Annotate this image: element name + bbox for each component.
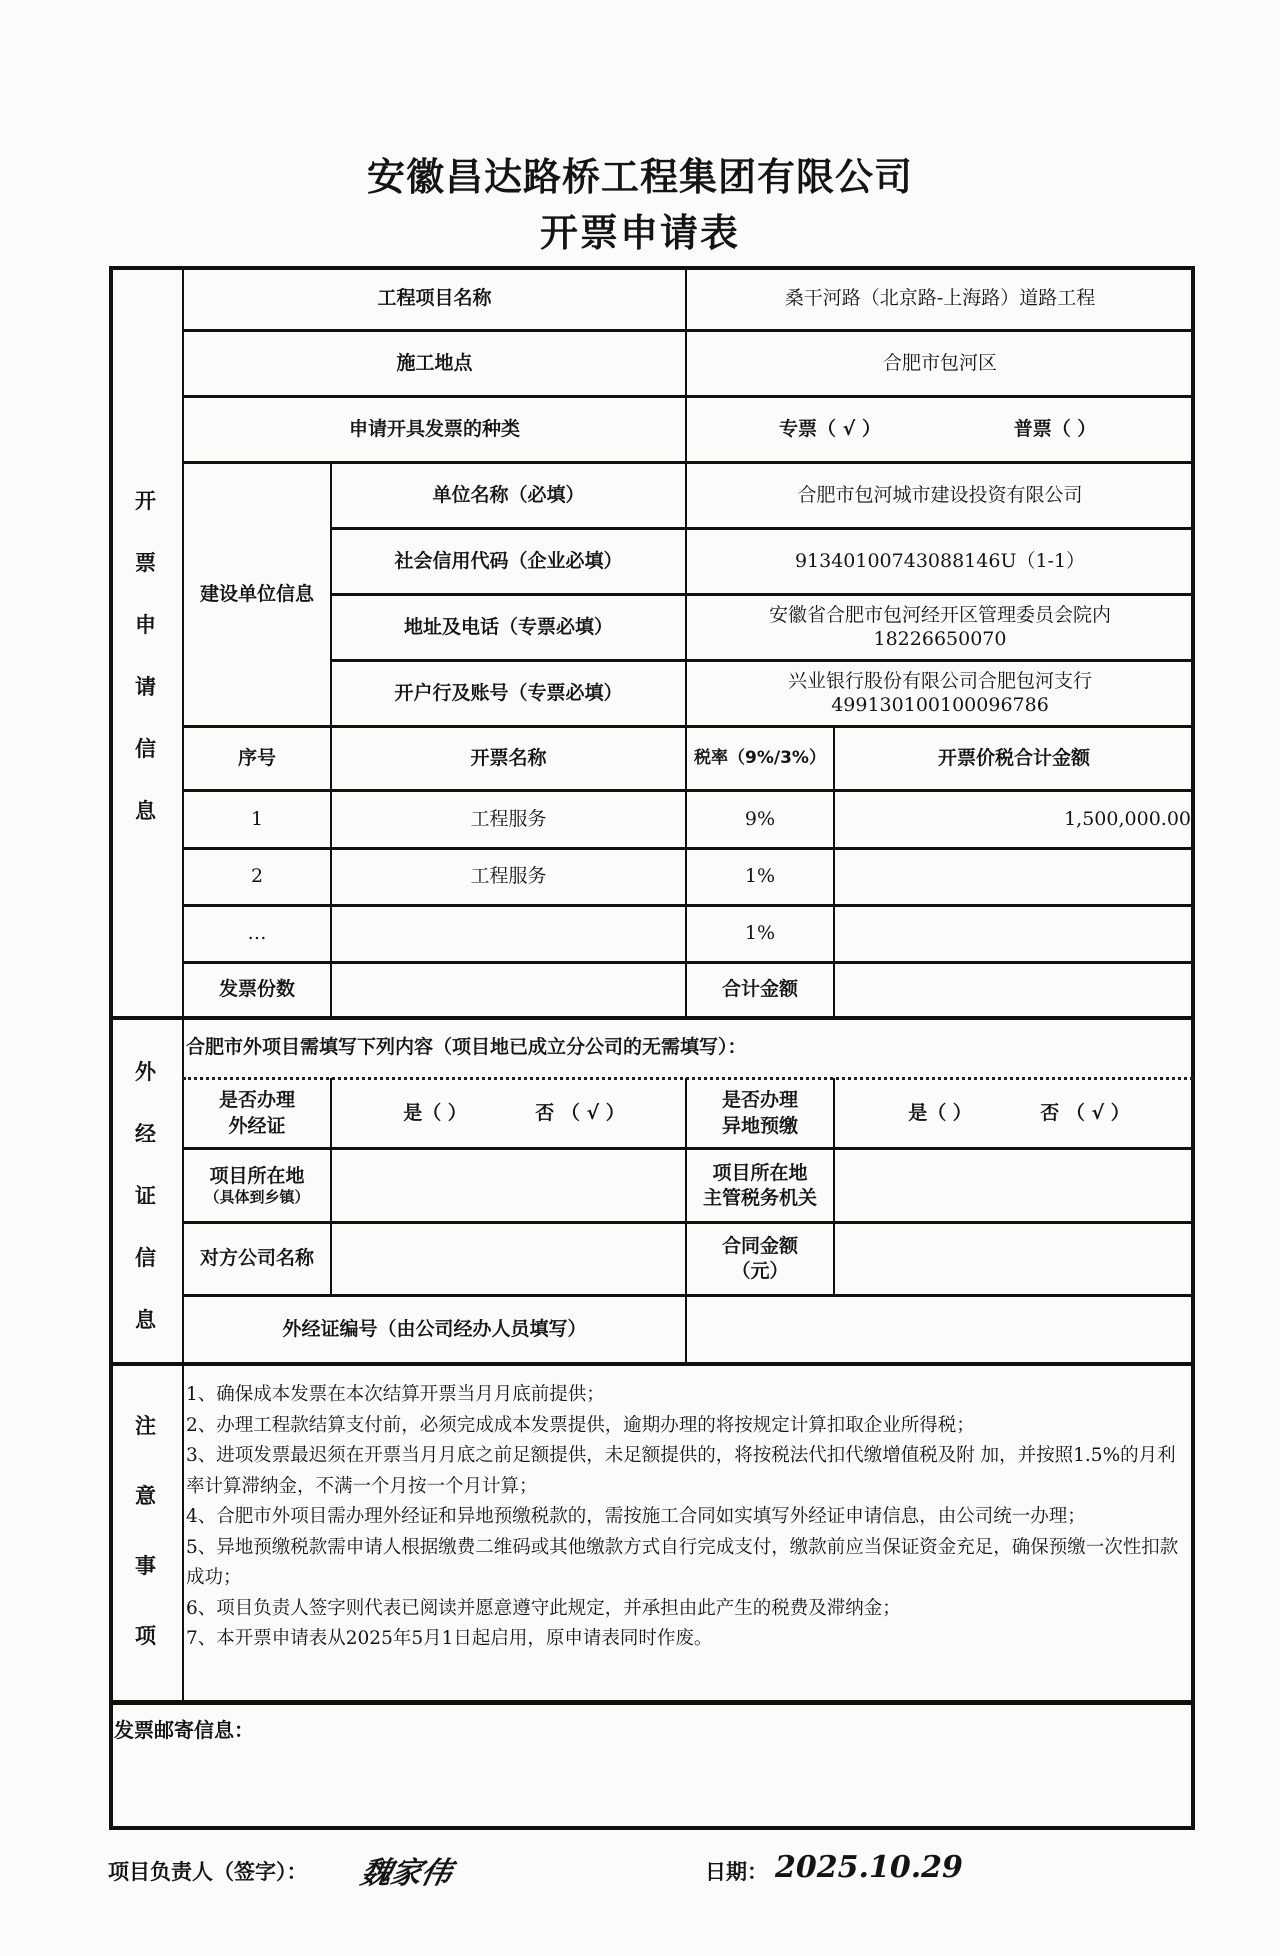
invoice-type-special-option[interactable]: 专票（ √ ） [779, 417, 881, 440]
bank-account-label: 开户行及账号（专票必填） [394, 681, 623, 704]
side-char: 票 [135, 551, 156, 575]
prepay-no-option[interactable]: 否 （ √ ） [1040, 1101, 1130, 1124]
tax-office-input[interactable] [835, 1150, 1193, 1221]
bank-name-line: 兴业银行股份有限公司合肥包河支行 [787, 669, 1092, 692]
external-cert-no-option[interactable]: 否 （ √ ） [535, 1101, 625, 1124]
external-cert-label [184, 1080, 330, 1147]
label-line: 合同金额 [721, 1235, 798, 1258]
label-line: 外经证 [228, 1114, 286, 1137]
side-char: 息 [135, 799, 156, 823]
signer-label: 项目负责人（签字）： [108, 1860, 308, 1884]
item-seq: 1 [250, 807, 264, 830]
mailing-info-label: 发票邮寄信息： [114, 1718, 254, 1742]
builder-name-value[interactable] [687, 464, 1193, 527]
company-title: 安徽昌达路桥工程集团有限公司 [366, 155, 913, 199]
note-item: 6、项目负责人签字则代表已阅读并愿意遵守此规定，并承担由此产生的税费及滞纳金； [186, 1597, 901, 1619]
item-rate[interactable]: 1% [744, 865, 776, 888]
col-header-amount: 开票价税合计金额 [937, 746, 1090, 769]
col-header-seq: 序号 [237, 746, 276, 769]
side-char: 外 [135, 1060, 156, 1084]
label-line: 项目所在地 [209, 1165, 305, 1188]
side-char: 信 [135, 737, 156, 761]
side-char: 申 [135, 613, 156, 637]
side-char: 项 [135, 1624, 156, 1648]
credit-code-label: 社会信用代码（企业必填） [394, 549, 623, 572]
project-location-input[interactable] [332, 1150, 685, 1221]
project-location-label [184, 1150, 330, 1221]
project-name-label: 工程项目名称 [377, 287, 492, 310]
note-item: 2、办理工程款结算支付前，必须完成成本发票提供，逾期办理的将按规定计算扣取企业所得税； [186, 1414, 975, 1436]
label-line: 项目所在地 [712, 1161, 808, 1184]
side-char: 信 [135, 1246, 156, 1270]
external-cert-yes-option[interactable]: 是（ ） [403, 1101, 467, 1124]
col-header-rate: 税率（9%/3%） [694, 748, 826, 769]
label-line: 是否办理 [218, 1088, 295, 1111]
phone-line: 18226650070 [873, 627, 1007, 650]
mailing-info-input[interactable] [114, 1745, 1189, 1825]
side-char: 证 [135, 1184, 156, 1208]
side-char: 息 [135, 1308, 156, 1332]
form-title: 开票申请表 [539, 211, 740, 255]
date-value: 2025.10.29 [775, 1850, 963, 1885]
invoice-type-general-option[interactable]: 普票（ ） [1013, 417, 1097, 440]
item-seq: … [247, 922, 267, 945]
total-value[interactable] [835, 964, 1193, 1016]
note-item: 1、确保成本发票在本次结算开票当月月底前提供； [186, 1384, 605, 1405]
tax-office-label [687, 1150, 833, 1221]
notes-list [186, 1380, 1189, 1655]
label-line: 异地预缴 [721, 1114, 798, 1137]
item-seq: 2 [250, 865, 264, 888]
item-rate[interactable]: 1% [744, 922, 776, 945]
item-name[interactable]: 工程服务 [470, 865, 547, 888]
side-char: 请 [135, 675, 156, 699]
label-subline: （具体到乡镇） [204, 1187, 310, 1206]
contract-amount-input[interactable] [835, 1224, 1193, 1294]
project-name-value[interactable]: 桑干河路（北京路-上海路）道路工程 [784, 287, 1096, 310]
note-item: 4、合肥市外项目需办理外经证和异地预缴税款的，需按施工合同如实填写外经证申请信息，由公司统一办理； [186, 1506, 1086, 1527]
note-item: 7、本开票申请表从2025年5月1日起启用，原申请表同时作废。 [186, 1628, 713, 1649]
total-label: 合计金额 [721, 978, 798, 1001]
date-label: 日期： [705, 1860, 768, 1884]
contract-amount-label [687, 1224, 833, 1294]
address-phone-label: 地址及电话（专票必填） [403, 615, 613, 638]
label-line: （元） [731, 1260, 789, 1282]
counterparty-input[interactable] [332, 1224, 685, 1294]
section-external-side-label [109, 1040, 182, 1350]
label-line: 主管税务机关 [702, 1186, 817, 1209]
bank-account-value[interactable] [687, 662, 1193, 725]
credit-code-value-line: 91340100743088146U（1-1） [794, 549, 1086, 572]
section-notes-side-label [109, 1395, 182, 1665]
builder-info-group-label: 建设单位信息 [199, 582, 314, 605]
notes-bottom-line [109, 1700, 1195, 1705]
note-item: 3、进项发票最迟须在开票当月月底之前足额提供，未足额提供的，将按税法代扣代缴增值税及附 加，并按照1.5%的月利率计算滞纳金，不满一个月按一个月计算； [186, 1445, 1176, 1497]
address-line: 安徽省合肥市包河经开区管理委员会院内 [768, 603, 1111, 626]
item-name[interactable] [332, 907, 685, 961]
copies-value[interactable] [332, 964, 685, 1016]
side-char: 注 [135, 1414, 156, 1438]
builder-name-label: 单位名称（必填） [432, 483, 585, 506]
account-number-line: 499130100100096786 [831, 693, 1049, 716]
external-instruction: 合肥市外项目需填写下列内容（项目地已成立分公司的无需填写）： [186, 1036, 747, 1059]
site-value[interactable]: 合肥市包河区 [882, 351, 997, 374]
cert-number-label: 外经证编号（由公司经办人员填写） [282, 1317, 587, 1340]
side-char: 开 [135, 489, 156, 513]
side-char: 意 [135, 1484, 156, 1508]
item-amount[interactable] [835, 850, 1193, 904]
label-line: 是否办理 [721, 1088, 798, 1111]
note-item: 5、异地预缴税款需申请人根据缴费二维码或其他缴款方式自行完成支付，缴款前应当保证资金充足，确保预缴一次性扣款成功； [186, 1536, 1179, 1588]
prepay-yes-option[interactable]: 是（ ） [908, 1101, 972, 1124]
site-label: 施工地点 [396, 351, 473, 374]
credit-code-value[interactable] [687, 530, 1193, 593]
invoice-type-label: 申请开具发票的种类 [348, 417, 520, 440]
side-char: 经 [135, 1122, 156, 1146]
prepay-label [687, 1080, 833, 1147]
side-char: 事 [135, 1554, 156, 1578]
item-amount[interactable] [835, 907, 1193, 961]
item-amount[interactable]: 1,500,000.00 [1064, 807, 1191, 830]
address-phone-value[interactable] [687, 596, 1193, 659]
copies-label: 发票份数 [218, 978, 295, 1001]
counterparty-label: 对方公司名称 [199, 1247, 314, 1270]
signature: 魏家伟 [357, 1856, 455, 1891]
item-rate[interactable]: 9% [744, 807, 776, 830]
col-header-name: 开票名称 [470, 746, 547, 769]
section-invoice-side-label [109, 470, 182, 840]
cert-number-input[interactable] [687, 1297, 1193, 1362]
item-name[interactable]: 工程服务 [470, 807, 547, 830]
builder-name-value-line: 合肥市包河城市建设投资有限公司 [797, 483, 1083, 506]
